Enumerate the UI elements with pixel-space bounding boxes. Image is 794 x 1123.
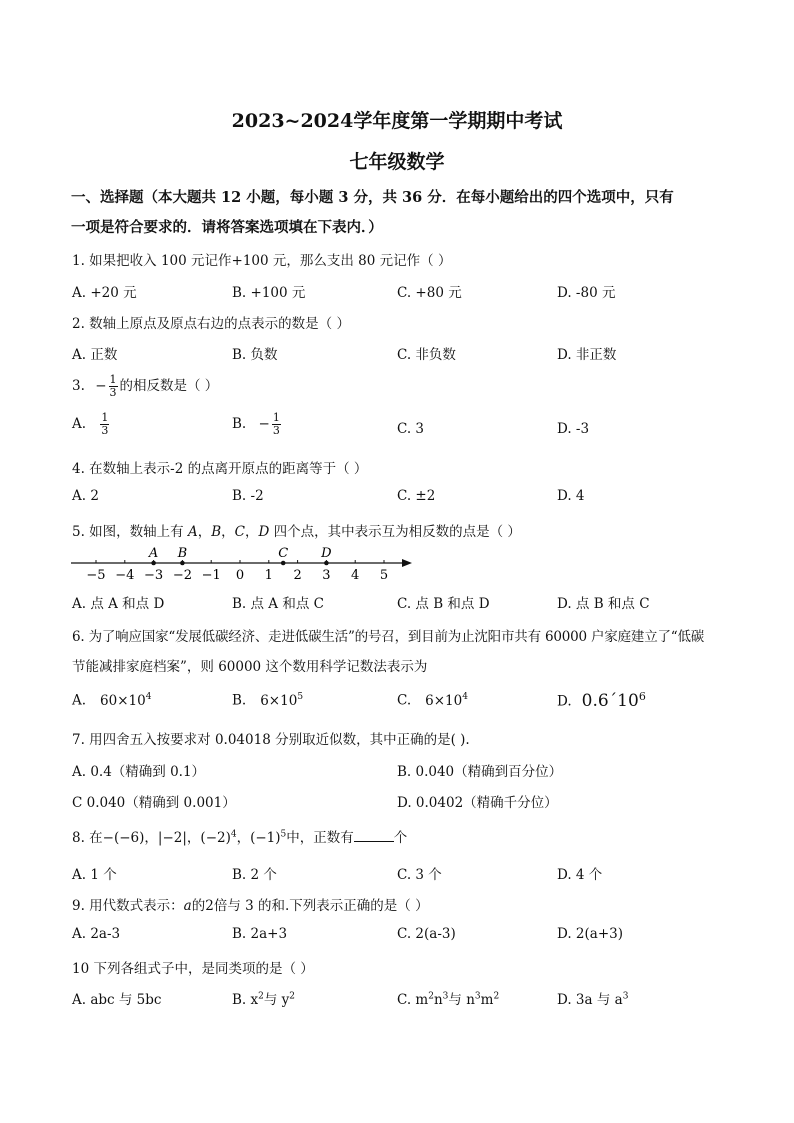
question-10-option-d: D. 3a 与 $a^3$ xyxy=(557,991,629,1008)
answer-blank xyxy=(354,829,394,842)
question-2-option-a: A. 正数 xyxy=(72,347,118,363)
question-7-option-d: D. 0.0402（精确千分位） xyxy=(397,795,558,811)
number-line-point xyxy=(281,561,286,566)
question-10-option-c: C. $m^2n^3$与 $n^3m^2$ xyxy=(397,991,500,1008)
section-heading-line1: 一、选择题（本大题共 12 小题，每小题 3 分，共 36 分．在每小题给出的四个选项中，只有 xyxy=(71,189,674,206)
question-1-option-c: C. +80 元 xyxy=(397,285,462,301)
question-8-stem: 8. 在−(−6)，|−2|，$(-2)^4$，$(-1)^5$中，正数有 个 xyxy=(72,829,408,846)
question-8-option-d: D. 4 个 xyxy=(557,867,603,883)
question-9-option-b: B. 2a+3 xyxy=(232,926,288,942)
number-line-tick-label: −4 xyxy=(115,568,135,583)
question-4-option-a: A. 2 xyxy=(72,488,99,504)
number-line-tick-label: 1 xyxy=(264,568,273,583)
question-4-option-c: C. ±2 xyxy=(397,488,436,504)
number-line-tick-label: 4 xyxy=(351,568,360,583)
number-line-tick-label: −5 xyxy=(86,568,106,583)
question-3-stem: 3. − $\frac{1}{3}$ 的相反数是（ ） xyxy=(72,373,219,399)
section-heading-line2: 一项是符合要求的．请将答案选项填在下表内．） xyxy=(71,219,383,236)
question-5-option-a: A. 点 A 和点 D xyxy=(72,596,165,612)
question-1-option-b: B. +100 元 xyxy=(232,285,306,301)
question-1-stem: 1. 如果把收入 100 元记作+100 元，那么支出 80 元记作（ ） xyxy=(72,253,452,269)
question-10-option-b: B. $x^2$与 $y^2$ xyxy=(232,991,296,1008)
question-10-option-a: A. abc 与 5bc xyxy=(72,992,162,1008)
question-4-stem: 4. 在数轴上表示-2 的点离开原点的距离等于（ ） xyxy=(72,461,368,477)
question-10-stem: 10 下列各组式子中，是同类项的是（ ） xyxy=(72,961,314,977)
question-7-option-c: C 0.040（精确到 0.001） xyxy=(72,795,236,811)
question-7-stem: 7. 用四舍五入按要求对 0.04018 分别取近似数，其中正确的是( ). xyxy=(72,732,470,748)
question-7-option-b: B. 0.040（精确到百分位） xyxy=(397,764,563,780)
question-9-stem: 9. 用代数式表示：a的2倍与 3 的和.下列表示正确的是（ ） xyxy=(72,898,429,914)
question-8-option-c: C. 3 个 xyxy=(397,867,442,883)
question-3-option-d: D. -3 xyxy=(557,421,590,437)
number-line-point-label: B xyxy=(177,546,188,561)
number-line-tick-label: 0 xyxy=(235,568,245,583)
question-3-option-b: B. − $\frac{1}{3}$ xyxy=(232,411,280,437)
number-line-tick-label: −3 xyxy=(144,568,164,583)
question-2-stem: 2. 数轴上原点及原点右边的点表示的数是（ ） xyxy=(72,316,350,332)
exam-title: 2023~2024学年度第一学期期中考试 xyxy=(231,110,563,132)
question-6-option-d: D. $0.6´10^6$ xyxy=(557,690,646,711)
question-9-option-d: D. 2(a+3) xyxy=(557,926,623,942)
question-8-option-b: B. 2 个 xyxy=(232,867,277,883)
number-line-point-label: A xyxy=(148,546,159,561)
number-line-tick-label: −1 xyxy=(201,568,221,583)
question-4-option-b: B. -2 xyxy=(232,488,264,504)
exam-subtitle: 七年级数学 xyxy=(349,151,445,173)
question-5-option-d: D. 点 B 和点 C xyxy=(557,596,650,612)
question-9-option-a: A. 2a-3 xyxy=(72,926,121,942)
question-1-option-d: D. -80 元 xyxy=(557,285,616,301)
question-3-option-a: A. $\frac{1}{3}$ xyxy=(72,411,109,437)
number-line-tick-label: 3 xyxy=(322,568,331,583)
question-6-option-c: C. $6\times 10^4$ xyxy=(397,692,468,709)
question-6-line1: 6. 为了响应国家“发展低碳经济、走进低碳生活”的号召，到目前为止沈阳市共有 60000 户家庭建立了“低碳 xyxy=(72,629,705,645)
question-3-option-c: C. 3 xyxy=(397,421,425,437)
question-6-option-b: B. $6\times 10^5$ xyxy=(232,692,304,709)
number-line-point xyxy=(324,561,329,566)
question-5-option-c: C. 点 B 和点 D xyxy=(397,596,490,612)
number-line-point xyxy=(151,561,156,566)
question-7-option-a: A. 0.4（精确到 0.1） xyxy=(72,764,206,780)
number-line-point-label: C xyxy=(278,546,289,561)
question-6-option-a: A. $60\times 10^4$ xyxy=(72,692,152,709)
question-1-option-a: A. +20 元 xyxy=(72,285,137,301)
question-5-option-b: B. 点 A 和点 C xyxy=(232,596,324,612)
question-9-option-c: C. 2(a-3) xyxy=(397,926,456,942)
number-line-tick-label: 2 xyxy=(293,568,302,583)
number-line-point xyxy=(180,561,185,566)
question-2-option-b: B. 负数 xyxy=(232,347,278,363)
question-8-option-a: A. 1 个 xyxy=(72,867,117,883)
question-4-option-d: D. 4 xyxy=(557,488,585,504)
question-5-stem: 5. 如图，数轴上有 A，B，C，D 四个点，其中表示互为相反数的点是（ ） xyxy=(72,524,521,540)
question-2-option-c: C. 非负数 xyxy=(397,347,456,363)
number-line-tick-label: 5 xyxy=(379,568,389,583)
question-2-option-d: D. 非正数 xyxy=(557,347,617,363)
number-line-point-label: D xyxy=(321,546,332,561)
number-line-figure xyxy=(66,543,416,585)
question-6-line2: 节能减排家庭档案”，则 60000 这个数用科学记数法表示为 xyxy=(72,659,428,675)
number-line-arrow xyxy=(402,559,412,567)
fraction-one-third: $\frac{1}{3}$ xyxy=(109,373,117,399)
number-line-tick-label: −2 xyxy=(172,568,192,583)
